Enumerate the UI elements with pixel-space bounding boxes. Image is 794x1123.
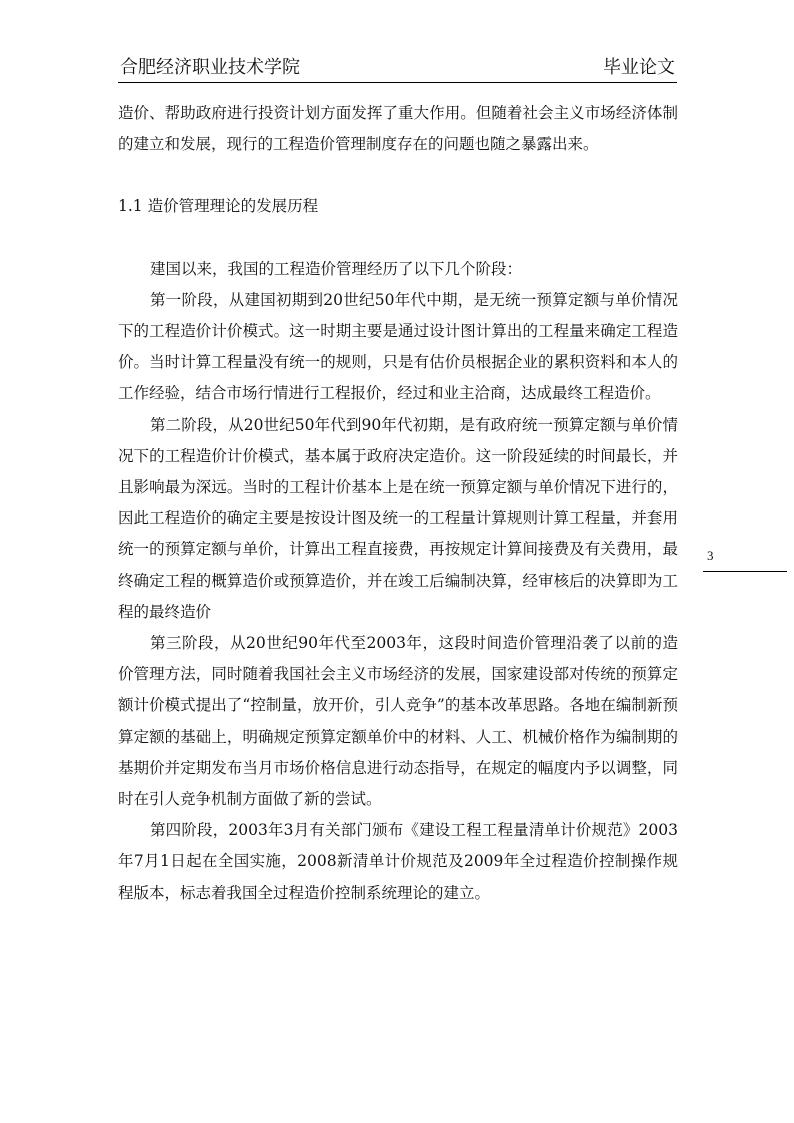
intro-continuation: 造价、帮助政府进行投资计划方面发挥了重大作用。但随着社会主义市场经济体制的建立和发展，现行的工程造价管理制度存在的问题也随之暴露出来。 [118, 104, 678, 154]
paragraph-stage-3: 第三阶段，从20世纪90年代至2003年，这段时间造价管理沿袭了以前的造价管理方法，同时随着我国社会主义市场经济的发展，国家建设部对传统的预算定额计价模式提出了“控制量，放开价，引人竞争”的基本改革思路。各地在编制新预算定额的基础上，明确规定预算定额单价中的材料、人工、机械价格作为编制期的基期价并定期发布当月市场价格信息进行动态指导，在规定的幅度内予以调整，同时在引人竞争机制方面做了新的尝试。 [118, 634, 678, 809]
page-header [118, 52, 677, 83]
document-body [118, 98, 678, 909]
section-title: 1.1 造价管理理论的发展历程 [118, 197, 319, 216]
paragraph-intro: 建国以来，我国的工程造价管理经历了以下几个阶段： [150, 259, 523, 278]
paragraph-stage-4: 第四阶段，2003年3月有关部门颁布《建设工程工程量清单计价规范》2003年7月1日起在全国实施，2008新清单计价规范及2009年全过程造价控制操作规程版本，标志着我国全过程造价控制系统理论的建立。 [118, 821, 678, 902]
page-number-rule [703, 571, 787, 572]
header-document-type: 毕业论文 [603, 57, 675, 78]
paragraph-stage-1: 第一阶段，从建国初期到20世纪50年代中期，是无统一预算定额与单价情况下的工程造价计价模式。这一时期主要是通过设计图计算出的工程量来确定工程造价。当时计算工程量没有统一的规则，只是有估价员根据企业的累积资料和本人的工作经验，结合市场行情进行工程报价，经过和业主洽商，达成最终工程造价。 [118, 290, 678, 403]
page-number: 3 [707, 548, 714, 563]
header-school-name: 合肥经济职业技术学院 [120, 57, 300, 78]
paragraph-stage-2: 第二阶段，从20世纪50年代到90年代初期，是有政府统一预算定额与单价情况下的工程造价计价模式，基本属于政府决定造价。这一阶段延续的时间最长，并且影响最为深远。当时的工程计价基本上是在统一预算定额与单价情况下进行的，因此工程造价的确定主要是按设计图及统一的工程量计算规则计算工程量，并套用统一的预算定额与单价，计算出工程直接费，再按规定计算间接费及有关费用，最终确定工程的概算造价或预算造价，并在竣工后编制决算，经审核后的决算即为工程的最终造价 [118, 415, 678, 621]
